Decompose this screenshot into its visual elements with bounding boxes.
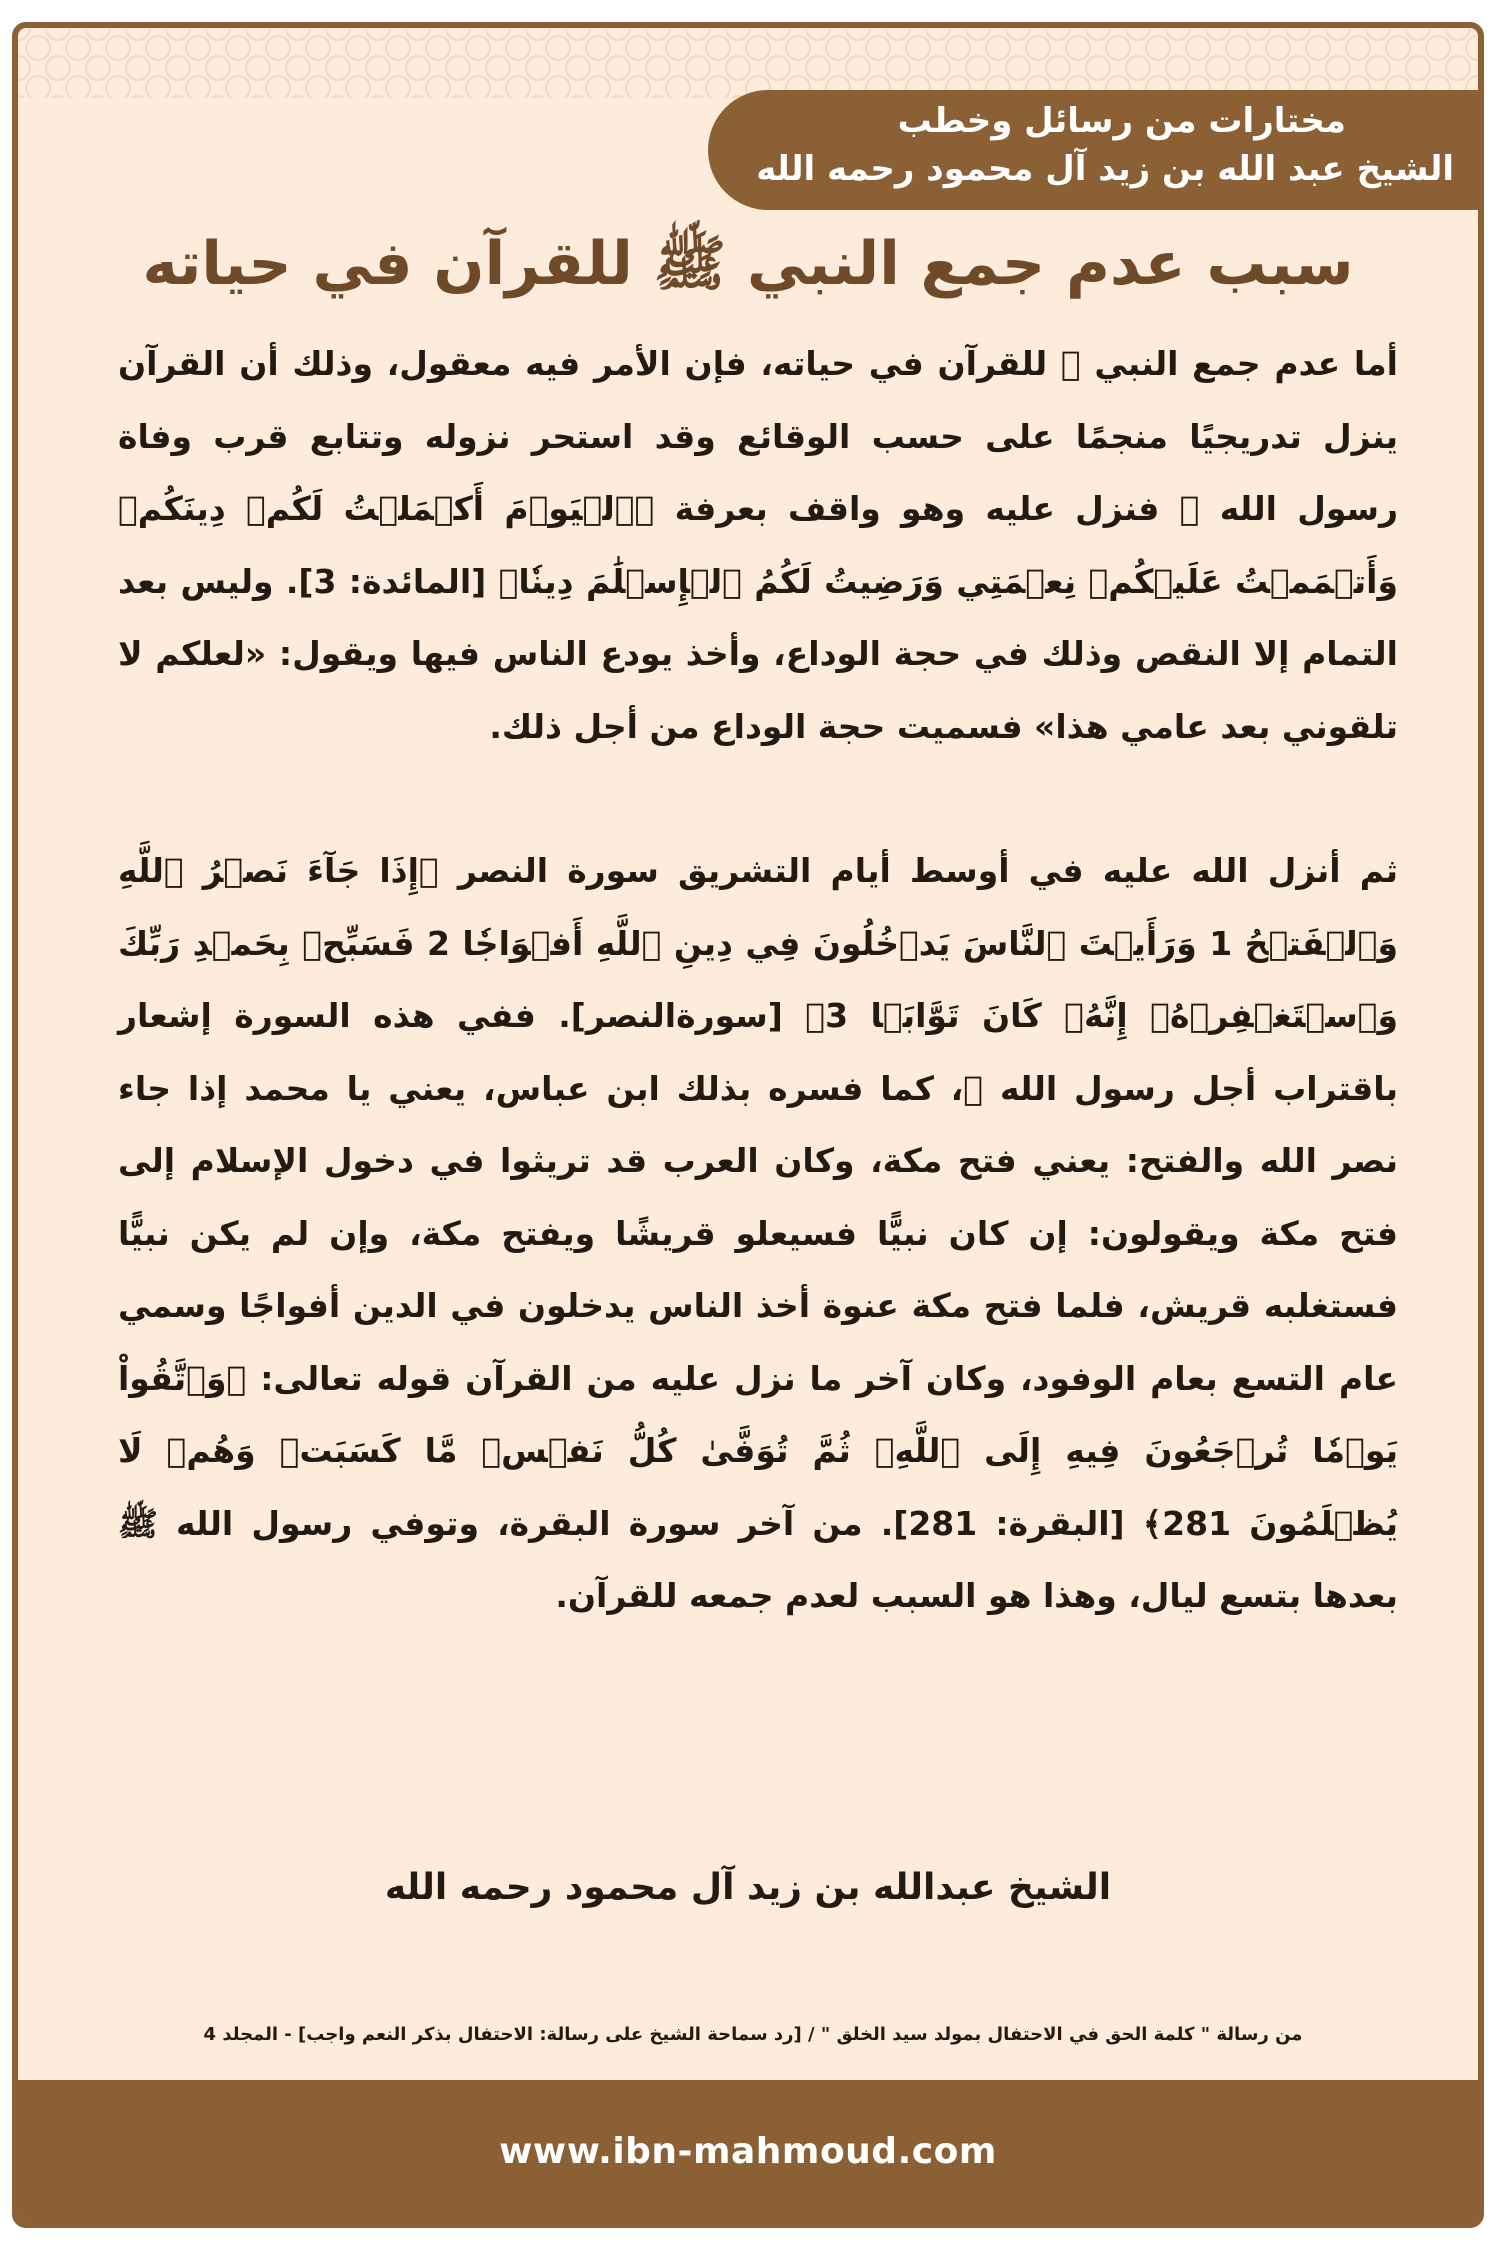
website-link[interactable]: www.ibn-mahmoud.com: [499, 2130, 997, 2172]
page-title: سبب عدم جمع النبي ﷺ للقرآن في حياته: [142, 229, 1354, 299]
header-banner: [708, 90, 1478, 210]
article-paragraph: ثم أنزل الله عليه في أوسط أيام التشريق سورة النصر ﴿إِذَا جَآءَ نَصۡرُ ٱللَّهِ وَٱلۡفَتۡحُ 1 وَرَأَيۡتَ ٱلنَّاسَ يَدۡخُلُونَ فِي دِينِ ٱللَّهِ أَفۡوَاجٗا 2 فَسَبِّحۡ بِحَمۡدِ رَبِّكَ وَٱسۡتَغۡفِرۡهُۚ إِنَّهُۥ كَانَ تَوَّابَۢا 3﴾ [سورةالنصر]. ففي هذه السورة إشعار باقتراب أجل رسول الله ﷺ، كما فسره بذلك ابن عباس، يعني يا محمد إذا جاء نصر الله والفتح: يعني فتح مكة، وكان العرب قد تريثوا في دخول الإسلام إلى فتح مكة ويقولون: إن كان نبيًّا فسيعلو قريشًا ويفتح مكة، وإن لم يكن نبيًّا فستغلبه قريش، فلما فتح مكة عنوة أخذ الناس يدخلون في الدين أفواجًا وسمي عام التسع بعام الوفود، وكان آخر ما نزل عليه من القرآن قوله تعالى: ﴿وَٱتَّقُواْ يَوۡمٗا تُرۡجَعُونَ فِيهِ إِلَى ٱللَّهِۖ ثُمَّ تُوَفَّىٰ كُلُّ نَفۡسٖ مَّا كَسَبَتۡ وَهُمۡ لَا يُظۡلَمُونَ 281﴾ [البقرة: 281]. من آخر سورة البقرة، وتوفي رسول الله ﷺ بعدها بتسع ليال، وهذا هو السبب لعدم جمعه للقرآن.: [118, 851, 1399, 1615]
source-reference: من رسالة " كلمة الحق في الاحتفال بمولد سيد الخلق " / [رد سماحة الشيخ على رسالة: الاحتفال بذكر النعم واجب] - المجلد 4: [203, 2024, 1303, 2045]
author-signature: الشيخ عبدالله بن زيد آل محمود رحمه الله: [384, 1867, 1112, 1908]
article-paragraph: أما عدم جمع النبي ﷺ للقرآن في حياته، فإن الأمر فيه معقول، وذلك أن القرآن ينزل تدريجيًا منجمًا على حسب الوقائع وقد استحر نزوله وتتابع قرب وفاة رسول الله ﷺ فنزل عليه وهو واقف بعرفة ﴿ٱلۡيَوۡمَ أَكۡمَلۡتُ لَكُمۡ دِينَكُمۡ وَأَتۡمَمۡتُ عَلَيۡكُمۡ نِعۡمَتِي وَرَضِيتُ لَكُمُ ٱلۡإِسۡلَٰمَ دِينٗا﴾ [المائدة: 3]. وليس بعد التمام إلا النقص وذلك في حجة الوداع، وأخذ يودع الناس فيها ويقول: «لعلكم لا تلقوني بعد عامي هذا» فسميت حجة الوداع من أجل ذلك.: [118, 344, 1398, 746]
footer-bar: [18, 2080, 1478, 2222]
decorative-pattern: [18, 28, 1478, 98]
header-series-title: مختارات من رسائل وخطب: [897, 101, 1346, 141]
header-author-name: الشيخ عبد الله بن زيد آل محمود رحمه الله: [756, 149, 1454, 189]
page-frame: [12, 22, 1484, 2228]
article-body: [118, 328, 1398, 1633]
